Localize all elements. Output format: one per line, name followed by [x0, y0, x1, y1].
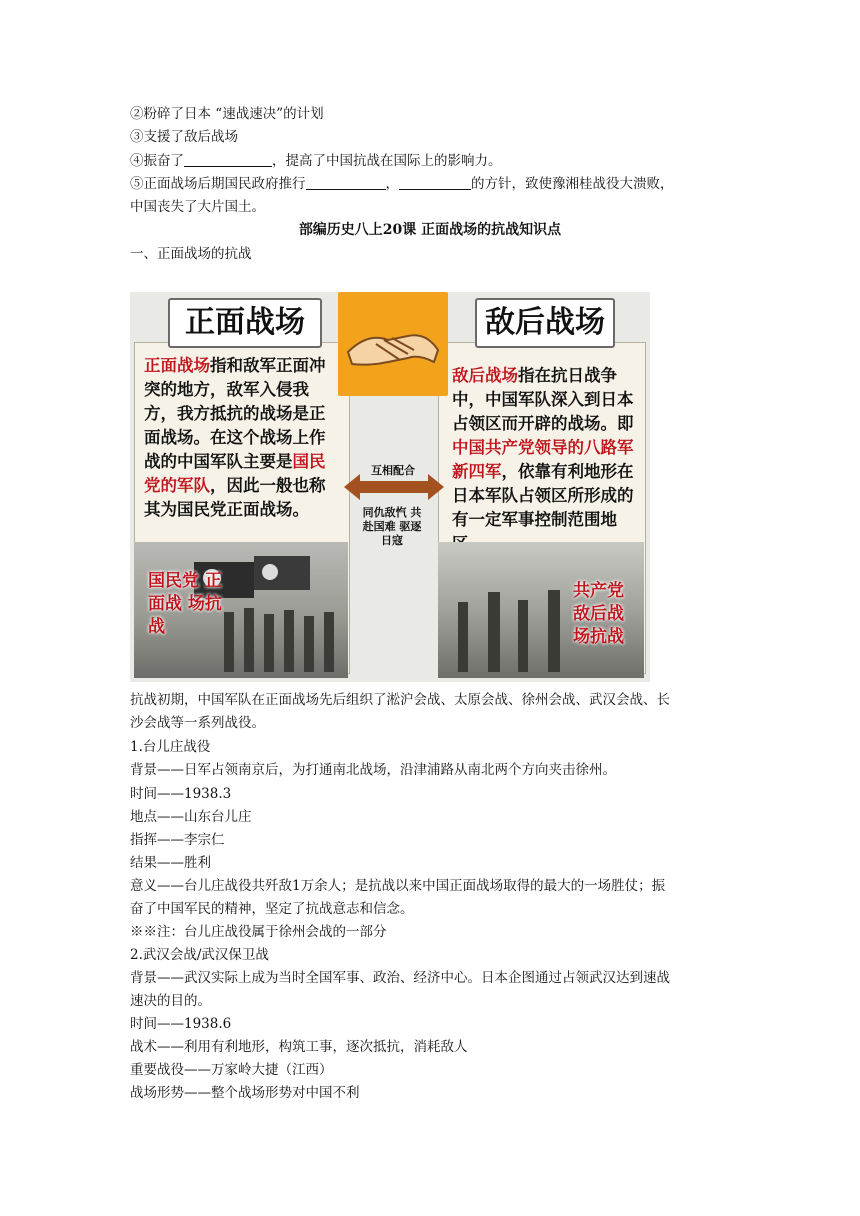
- paragraph-line: 沙会战等一系列战役。: [130, 715, 265, 731]
- text-line: ③支援了敌后战场: [130, 129, 238, 145]
- blank-line: [306, 175, 386, 190]
- right-caption: 共产党 敌后战 场抗战: [573, 581, 624, 647]
- text-fragment: ，: [385, 176, 399, 192]
- text-line: 背景——日军占领南京后，为打通南北战场，沿津浦路从南北两个方向夹击徐州。: [130, 762, 616, 778]
- subsection-heading: 2.武汉会战/武汉保卫战: [130, 947, 269, 963]
- text-line: 速决的目的。: [130, 993, 211, 1009]
- highlight-term: 敌后战场: [452, 366, 518, 385]
- description-text: ，依靠有利地形在日本军队占领区所形成的有一定军事控制范围地: [452, 462, 634, 529]
- text-line: 中国丧失了大片国土。: [130, 199, 265, 215]
- left-header: 正面战场: [168, 298, 322, 348]
- left-caption: 国民党 正面战 场抗战: [148, 571, 222, 637]
- handshake-icon: [338, 292, 448, 396]
- text-fragment: 的方针，致使豫湘桂战役大溃败，: [471, 176, 674, 192]
- highlight-term: 国民党的军队: [144, 452, 326, 495]
- blank-line: [399, 175, 471, 190]
- text-fragment: ，提高了中国抗战在国际上的影响力。: [272, 153, 502, 169]
- note-line: ※※注：台儿庄战役属于徐州会战的一部分: [130, 924, 387, 940]
- highlight-term: 中国共产党领导的八路军新四军: [452, 438, 634, 481]
- text-line: 奋了中国军民的精神，坚定了抗战意志和信念。: [130, 901, 414, 917]
- text-line: 时间——1938.6: [130, 1016, 232, 1032]
- subsection-heading: 1.台儿庄战役: [130, 739, 211, 755]
- text-line: 战场形势——整个战场形势对中国不利: [130, 1085, 360, 1101]
- description-text: 指和敌军正面冲突的地方，敌军入侵我方，我方抵抗的战场是正面战场。在这个战场上作战的中国军队主要是: [144, 356, 326, 471]
- battlefield-infographic: [130, 292, 650, 682]
- mutual-cooperation-label: 互相配合: [371, 464, 415, 477]
- text-line: 背景——武汉实际上成为当时全国军事、政治、经济中心。日本企图通过占领武汉达到速战: [130, 970, 670, 986]
- text-line: 意义——台儿庄战役共歼敌1万余人；是抗战以来中国正面战场取得的最大的一场胜仗；振: [130, 878, 666, 894]
- text-fragment: ⑤正面战场后期国民政府推行: [130, 176, 306, 192]
- text-line: 指挥——李宗仁: [130, 832, 225, 848]
- text-line: 战术——利用有利地形，构筑工事，逐次抵抗，消耗敌人: [130, 1039, 468, 1055]
- text-fragment: ④振奋了: [130, 153, 184, 169]
- unite-label: 同仇敌忾 共赴国难 驱逐日寇: [362, 506, 422, 547]
- text-line: ②粉碎了日本 “速战速决”的计划: [130, 106, 324, 122]
- text-line: 时间——1938.3: [130, 786, 232, 802]
- handshake-image: [338, 292, 448, 396]
- right-header: 敌后战场: [475, 298, 615, 348]
- description-text: ，因此一般也称其为国民党正面战场。: [144, 476, 326, 519]
- description-text: 指在抗日战争中，中国军队深入到日本占领区而开辟的战场。即: [452, 366, 634, 433]
- text-line: [130, 150, 740, 172]
- text-line: [130, 173, 740, 195]
- text-line: 结果——胜利: [130, 855, 211, 871]
- text-line: 重要战役——万家岭大捷（江西）: [130, 1062, 333, 1078]
- text-line: 地点——山东台儿庄: [130, 809, 252, 825]
- highlight-term: 正面战场: [144, 356, 210, 375]
- blank-line: [184, 152, 272, 167]
- section-title: 部编历史八上20课 正面战场的抗战知识点: [298, 222, 562, 238]
- section-heading: 一、正面战场的抗战: [130, 246, 252, 262]
- left-description: [144, 354, 340, 522]
- right-description: [452, 364, 638, 556]
- paragraph-line: 抗战初期，中国军队在正面战场先后组织了淞沪会战、太原会战、徐州会战、武汉会战、长: [130, 692, 670, 708]
